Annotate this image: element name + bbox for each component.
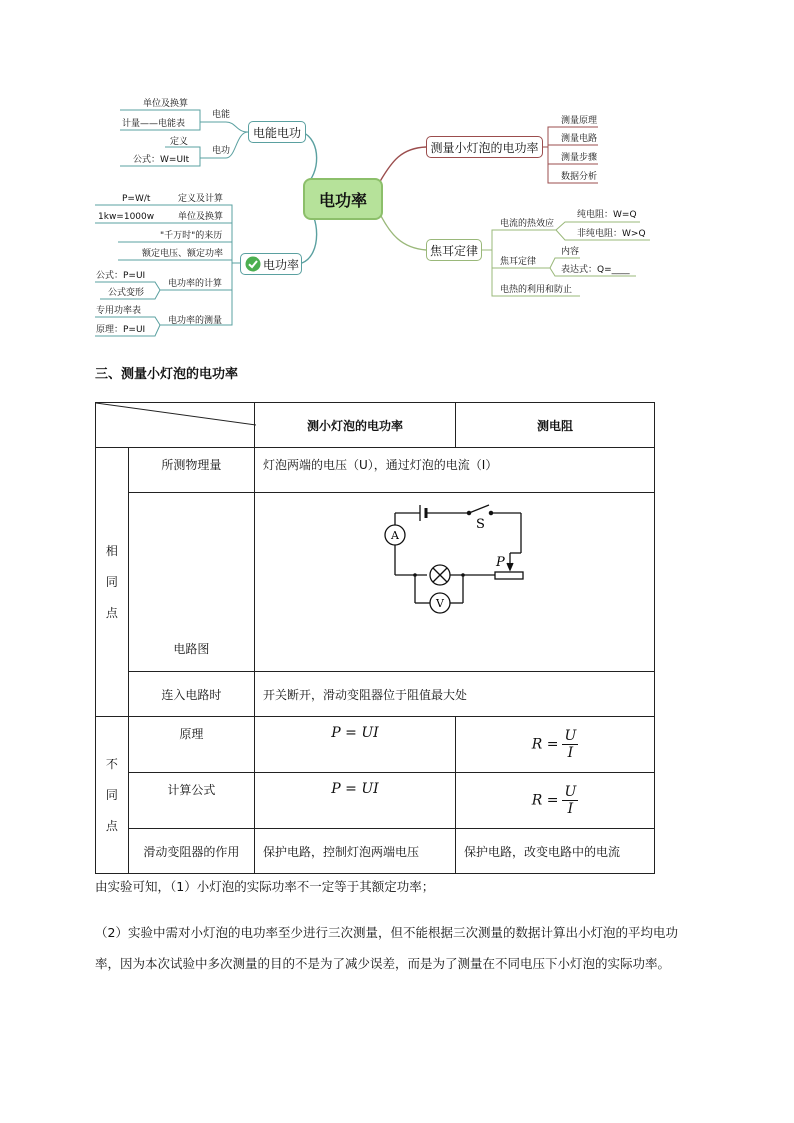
formula-power: P = UI <box>255 717 456 773</box>
row-value: 灯泡两端的电压（U），通过灯泡的电流（I） <box>255 448 655 493</box>
mm-power-measure: 电功率的测量 <box>168 316 223 326</box>
mm-power-origin: "千万时"的来历 <box>160 231 223 241</box>
mm-power-calc-item: 公式：P=UI <box>96 271 146 281</box>
row-label: 计算公式 <box>128 773 254 829</box>
col-header-power: 测小灯泡的电功率 <box>255 403 456 448</box>
mm-power-def: 定义及计算 <box>178 194 224 204</box>
mm-joule-law-item: 表达式：Q=____ <box>561 265 630 275</box>
mm-energy-item: 单位及换算 <box>143 99 189 109</box>
mm-measure-item: 数据分析 <box>561 172 598 182</box>
mm-power-calc-item: 公式变形 <box>108 288 145 298</box>
mm-power-rated: 额定电压、额定功率 <box>142 249 224 259</box>
table-row <box>96 773 655 829</box>
check-icon <box>245 256 261 272</box>
mm-measure-item: 测量电路 <box>561 134 598 144</box>
voltmeter-label: V <box>436 597 444 610</box>
table-row <box>96 829 655 874</box>
row-label: 所测物理量 <box>128 448 254 493</box>
mm-joule-law-item: 内容 <box>561 247 580 257</box>
switch-label: S <box>476 517 485 532</box>
mm-power-measure-item: 原理：P=UI <box>96 325 146 335</box>
table-header-row <box>96 403 655 448</box>
row-value: 开关断开，滑动变阻器位于阻值最大处 <box>255 672 655 717</box>
table-row <box>96 448 655 493</box>
section-heading: 三、测量小灯泡的电功率 <box>95 367 239 382</box>
mm-power-calc: 电功率的计算 <box>168 279 223 289</box>
mm-work-item: 定义 <box>170 137 189 147</box>
node-measure-bulb-power: 测量小灯泡的电功率 <box>426 136 543 158</box>
node-electric-power-label: 电功率 <box>263 257 300 272</box>
mm-electric-work: 电功 <box>212 146 231 156</box>
table-row <box>96 717 655 773</box>
mm-power-measure-item: 专用功率表 <box>96 306 142 316</box>
mm-joule-law: 焦耳定律 <box>500 257 537 267</box>
node-electric-work: 电能电功 <box>248 121 306 143</box>
mm-joule-thermal: 电流的热效应 <box>500 219 555 229</box>
formula-power: P = UI <box>255 773 456 829</box>
mm-joule-thermal-item: 非纯电阻：W>Q <box>577 229 646 239</box>
formula-resistance: R = $\frac{U}{I}$ <box>455 717 654 773</box>
mm-electric-energy: 电能 <box>212 110 231 120</box>
row-value: 保护电路，改变电路中的电流 <box>455 829 654 874</box>
table-row <box>96 672 655 717</box>
mm-joule-usage: 电热的利用和防止 <box>500 285 573 295</box>
formula-resistance: R = $\frac{U}{I}$ <box>455 773 654 829</box>
circuit-diagram-cell <box>255 493 655 672</box>
table-row <box>96 493 655 672</box>
row-label: 连入电路时 <box>128 672 254 717</box>
mm-energy-item: 计量——电能表 <box>122 119 186 129</box>
node-joule-law: 焦耳定律 <box>426 239 482 261</box>
mm-measure-item: 测量步骤 <box>561 153 598 163</box>
slider-label: P <box>496 555 505 570</box>
mind-map-center-node: 电功率 <box>303 178 383 220</box>
mm-power-unit-value: 1kw=1000w <box>98 212 155 222</box>
comparison-table <box>95 402 655 874</box>
ammeter-label: A <box>391 529 399 542</box>
conclusion-line-1: 由实验可知，（1）小灯泡的实际功率不一定等于其额定功率； <box>95 879 435 894</box>
mm-power-unit: 单位及换算 <box>178 212 224 222</box>
mm-joule-thermal-item: 纯电阻：W=Q <box>577 210 637 220</box>
row-label: 原理 <box>128 717 254 773</box>
row-label: 电路图 <box>128 493 254 672</box>
col-header-resistance: 测电阻 <box>455 403 654 448</box>
row-value: 保护电路，控制灯泡两端电压 <box>255 829 456 874</box>
mm-work-item: 公式：W=UIt <box>133 155 190 165</box>
group-same: 相同点 <box>96 448 129 717</box>
diagonal-line <box>96 403 256 448</box>
circuit-diagram <box>255 493 653 671</box>
group-diff: 不同点 <box>96 717 129 874</box>
mm-measure-item: 测量原理 <box>561 116 598 126</box>
row-label: 滑动变阻器的作用 <box>128 829 254 874</box>
table-corner-cell <box>96 403 255 448</box>
node-electric-power <box>240 253 302 275</box>
mm-power-def-formula: P=W/t <box>122 194 151 204</box>
conclusion-line-2: （2）实验中需对小灯泡的电功率至少进行三次测量，但不能根据三次测量的数据计算出小灯泡的平均电功率，因为本次试验中多次测量的目的不是为了减少误差，而是为了测量在不同电压下小灯泡的实际功率。 <box>95 925 678 971</box>
